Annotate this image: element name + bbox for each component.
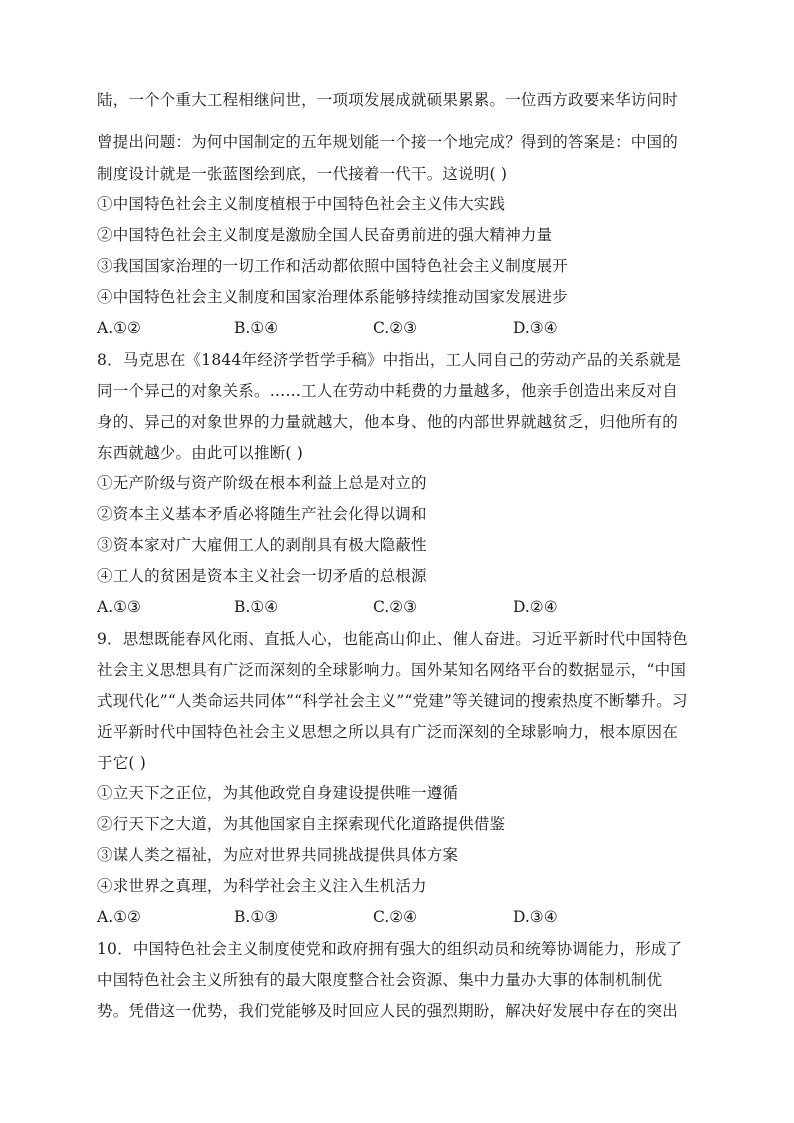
q7-stem-line-2: 曾提出问题：为何中国制定的五年规划能一个接一个地完成？得到的答案是：中国的 (97, 133, 678, 151)
q8-stem-line-4: 东西就越少。由此可以推断( ) (97, 444, 304, 462)
q7-stem-line-1: 陆，一个个重大工程相继问世，一项项发展成就硕果累累。一位西方政要来华访问时 (97, 91, 678, 109)
q7-stem-line-3: 制度设计就是一张蓝图绘到底，一代接着一代干。这说明( ) (97, 165, 508, 183)
q8-statement-3: ③资本家对广大雇佣工人的剥削具有极大隐蔽性 (97, 536, 427, 554)
q9-stem-line-2: 社会主义思想具有广泛而深刻的全球影响力。国外某知名网络平台的数据显示，“中国 (97, 661, 687, 679)
q7-option-b[interactable]: B.①④ (234, 319, 279, 337)
q8-stem-line-3: 身的、异己的对象世界的力量就越大，他本身、他的内部世界就越贫乏，归他所有的 (97, 413, 678, 431)
q8-statement-1: ①无产阶级与资产阶级在根本利益上总是对立的 (97, 474, 427, 492)
q9-option-b[interactable]: B.①③ (234, 908, 279, 926)
q7-option-c[interactable]: C.②③ (373, 319, 418, 337)
q9-stem-line-1: 9．思想既能春风化雨、直抵人心，也能高山仰止、催人奋进。习近平新时代中国特色 (97, 630, 688, 648)
q8-option-b[interactable]: B.①④ (234, 598, 279, 616)
q8-stem-line-2: 同一个异己的对象关系。……工人在劳动中耗费的力量越多，他亲手创造出来反对自 (97, 382, 678, 400)
q9-stem-line-3: 式现代化”“人类命运共同体”“科学社会主义”“党建”等关键词的搜索热度不断攀升。习 (97, 692, 688, 710)
q9-statement-1: ①立天下之正位，为其他政党自身建设提供唯一遵循 (97, 784, 459, 802)
q7-statement-4: ④中国特色社会主义制度和国家治理体系能够持续推动国家发展进步 (97, 288, 569, 306)
q9-statement-3: ③谋人类之福祉，为应对世界共同挑战提供具体方案 (97, 846, 459, 864)
q9-stem-line-5: 于它( ) (97, 754, 147, 772)
q10-stem-line-1: 10．中国特色社会主义制度使党和政府拥有强大的组织动员和统筹协调能力，形成了 (97, 940, 683, 958)
q8-stem-line-1: 8．马克思在《1844年经济学哲学手稿》中指出，工人同自己的劳动产品的关系就是 (97, 351, 682, 369)
q8-statement-4: ④工人的贫困是资本主义社会一切矛盾的总根源 (97, 567, 427, 585)
q8-option-d[interactable]: D.②④ (513, 598, 558, 616)
q9-option-d[interactable]: D.③④ (513, 908, 558, 926)
q7-statement-2: ②中国特色社会主义制度是激励全国人民奋勇前进的强大精神力量 (97, 226, 553, 244)
q10-stem-line-3: 势。凭借这一优势，我们党能够及时回应人民的强烈期盼，解决好发展中存在的突出 (97, 1002, 678, 1020)
q8-option-a[interactable]: A.①③ (97, 598, 141, 616)
q9-option-a[interactable]: A.①② (97, 908, 141, 926)
q8-option-c[interactable]: C.②③ (373, 598, 418, 616)
q8-statement-2: ②资本主义基本矛盾必将随生产社会化得以调和 (97, 505, 427, 523)
q10-stem-line-2: 中国特色社会主义所独有的最大限度整合社会资源、集中力量办大事的体制机制优 (97, 971, 663, 989)
q9-option-c[interactable]: C.②④ (373, 908, 418, 926)
q7-option-a[interactable]: A.①② (97, 319, 141, 337)
q9-stem-line-4: 近平新时代中国特色社会主义思想之所以具有广泛而深刻的全球影响力，根本原因在 (97, 723, 678, 741)
q7-statement-3: ③我国国家治理的一切工作和活动都依照中国特色社会主义制度展开 (97, 257, 569, 275)
q9-statement-4: ④求世界之真理，为科学社会主义注入生机活力 (97, 877, 427, 895)
q7-option-d[interactable]: D.③④ (513, 319, 558, 337)
q7-statement-1: ①中国特色社会主义制度植根于中国特色社会主义伟大实践 (97, 195, 506, 213)
q9-statement-2: ②行天下之大道，为其他国家自主探索现代化道路提供借鉴 (97, 815, 506, 833)
